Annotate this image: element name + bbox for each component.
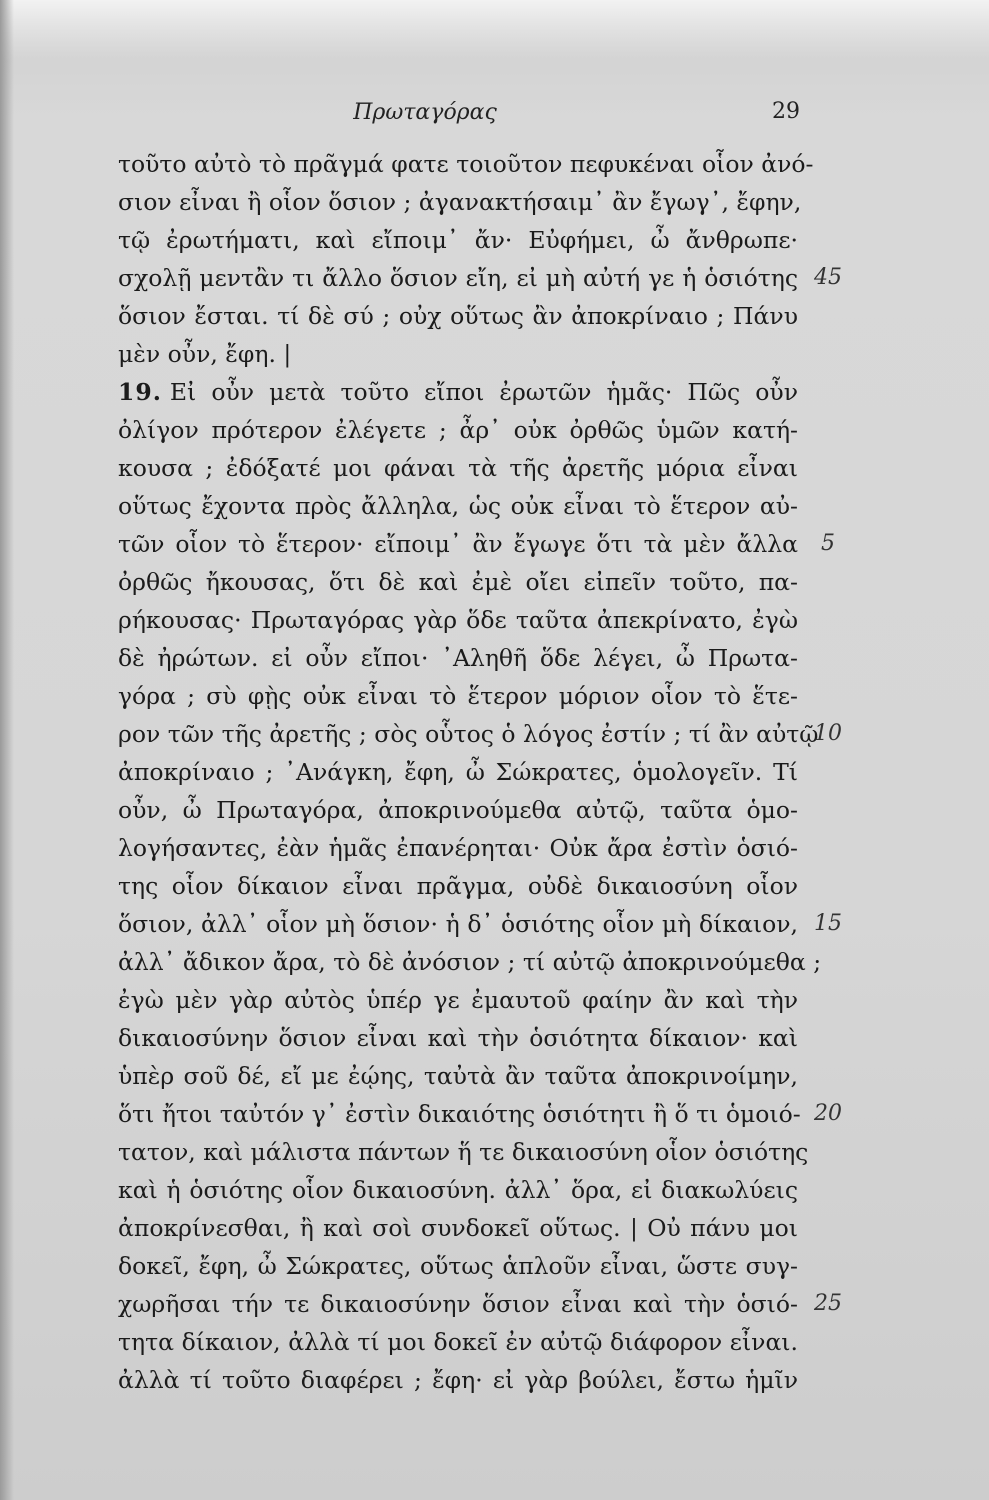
text-line: κουσα ; ἐδόξατέ μοι φάναι τὰ τῆς ἀρετῆς μόρια εἶναι (118, 454, 798, 482)
text-line: τατον, καὶ μάλιστα πάντων ἥ τε δικαιοσύνη οἷον ὁσιότης (118, 1138, 809, 1166)
text-line: ὅσιον ἔσται. τί δὲ σύ ; οὐχ οὕτως ἂν ἀποκρίναιο ; Πάνυ (118, 302, 798, 330)
margin-line-number: 25 (814, 1291, 842, 1316)
text-line: ὀλίγον πρότερον ἐλέγετε ; ἆρ᾿ οὐκ ὀρθῶς ὑμῶν κατή- (118, 416, 798, 444)
text-line: σχολῇ μεντἂν τι ἄλλο ὅσιον εἴη, εἰ μὴ αὐτή γε ἡ ὁσιότης (118, 264, 798, 292)
page-number: 29 (772, 99, 800, 124)
text-line: ἀλλὰ τί τοῦτο διαφέρει ; ἔφη· εἰ γὰρ βούλει, ἔστω ἡμῖν (118, 1366, 798, 1394)
text-line: ὅτι ἤτοι ταὐτόν γ᾿ ἐστὶν δικαιότης ὁσιότητι ἢ ὅ τι ὁμοιό- (118, 1100, 801, 1128)
margin-line-number: 45 (814, 265, 842, 290)
text-line: τῷ ἐρωτήματι, καὶ εἴποιμ᾿ ἄν· Εὐφήμει, ὦ ἄνθρωπε· (118, 226, 798, 254)
text-line: ἀποκρίνεσθαι, ἢ καὶ σοὶ συνδοκεῖ οὕτως. | Οὐ πάνυ μοι (118, 1214, 798, 1242)
text-line: οὕτως ἔχοντα πρὸς ἄλληλα, ὡς οὐκ εἶναι τὸ ἕτερον αὐ- (118, 492, 798, 520)
margin-line-number: 10 (814, 721, 842, 746)
text-line: ἀποκρίναιο ; ᾿Ανάγκη, ἔφη, ὦ Σώκρατες, ὁμολογεῖν. Τί (118, 758, 798, 786)
text-line: ρήκουσας· Πρωταγόρας γὰρ ὅδε ταῦτα ἀπεκρίνατο, ἐγὼ (118, 606, 798, 634)
text-line: ὅσιον, ἀλλ᾿ οἷον μὴ ὅσιον· ἡ δ᾿ ὁσιότης οἷον μὴ δίκαιον, (118, 910, 798, 938)
text-line: δοκεῖ, ἔφη, ὦ Σώκρατες, οὕτως ἁπλοῦν εἶναι, ὥστε συγ- (118, 1252, 798, 1280)
text-line: τοῦτο αὐτὸ τὸ πρᾶγμά φατε τοιοῦτον πεφυκέναι οἷον ἀνό- (118, 150, 814, 178)
greek-text-block (118, 145, 822, 1399)
text-line: ὀρθῶς ἤκουσας, ὅτι δὲ καὶ ἐμὲ οἴει εἰπεῖν τοῦτο, πα- (118, 568, 798, 596)
text-line: μὲν οὖν, ἔφη. | (118, 340, 292, 368)
text-line: καὶ ἡ ὁσιότης οἷον δικαιοσύνη. ἀλλ᾿ ὅρα, εἰ διακωλύεις (118, 1176, 798, 1204)
chapter-number: 19. (118, 378, 162, 406)
text-line: 19. Εἰ οὖν μετὰ τοῦτο εἴποι ἐρωτῶν ἡμᾶς· Πῶς οὖν (118, 378, 798, 406)
text-line: σιον εἶναι ἢ οἷον ὅσιον ; ἀγανακτήσαιμ᾿ ἂν ἔγωγ᾿, ἔφην, (118, 188, 802, 216)
text-line: ρον τῶν τῆς ἀρετῆς ; σὸς οὗτος ὁ λόγος ἐστίν ; τί ἂν αὐτῷ (118, 720, 819, 748)
page-top-edge (0, 0, 989, 60)
text-line: χωρῆσαι τήν τε δικαιοσύνην ὅσιον εἶναι καὶ τὴν ὁσιό- (118, 1290, 798, 1318)
margin-line-number: 15 (814, 911, 842, 936)
text-line: ὑπὲρ σοῦ δέ, εἴ με ἐῴης, ταὐτὰ ἂν ταῦτα ἀποκρινοίμην, (118, 1062, 798, 1090)
margin-line-number: 5 (821, 531, 835, 556)
text-line: οὖν, ὦ Πρωταγόρα, ἀποκρινούμεθα αὐτῷ, ταῦτα ὁμο- (118, 796, 798, 824)
text-line: γόρα ; σὺ φῂς οὐκ εἶναι τὸ ἕτερον μόριον οἷον τὸ ἕτε- (118, 682, 798, 710)
text-line: της οἷον δίκαιον εἶναι πρᾶγμα, οὐδὲ δικαιοσύνη οἷον (118, 872, 798, 900)
spine-shadow (0, 0, 14, 1500)
text-line: δὲ ἠρώτων. εἰ οὖν εἴποι· ᾿Αληθῆ ὅδε λέγει, ὦ Πρωτα- (118, 644, 798, 672)
text-line: δικαιοσύνην ὅσιον εἶναι καὶ τὴν ὁσιότητα δίκαιον· καὶ (118, 1024, 798, 1052)
text-line: τητα δίκαιον, ἀλλὰ τί μοι δοκεῖ ἐν αὐτῷ διάφορον εἶναι. (118, 1328, 798, 1356)
margin-line-number: 20 (814, 1101, 842, 1126)
text-line: ἀλλ᾿ ἄδικον ἄρα, τὸ δὲ ἀνόσιον ; τί αὐτῷ ἀποκρινούμεθα ; (118, 948, 822, 976)
running-title: Πρωταγόρας (353, 100, 497, 125)
text-line: λογήσαντες, ἐὰν ἡμᾶς ἐπανέρηται· Οὐκ ἄρα ἐστὶν ὁσιό- (118, 834, 798, 862)
text-line: ἐγὼ μὲν γὰρ αὐτὸς ὑπέρ γε ἐμαυτοῦ φαίην ἂν καὶ τὴν (118, 986, 798, 1014)
text-line: τῶν οἷον τὸ ἕτερον· εἴποιμ᾿ ἂν ἔγωγε ὅτι τὰ μὲν ἄλλα (118, 530, 798, 558)
